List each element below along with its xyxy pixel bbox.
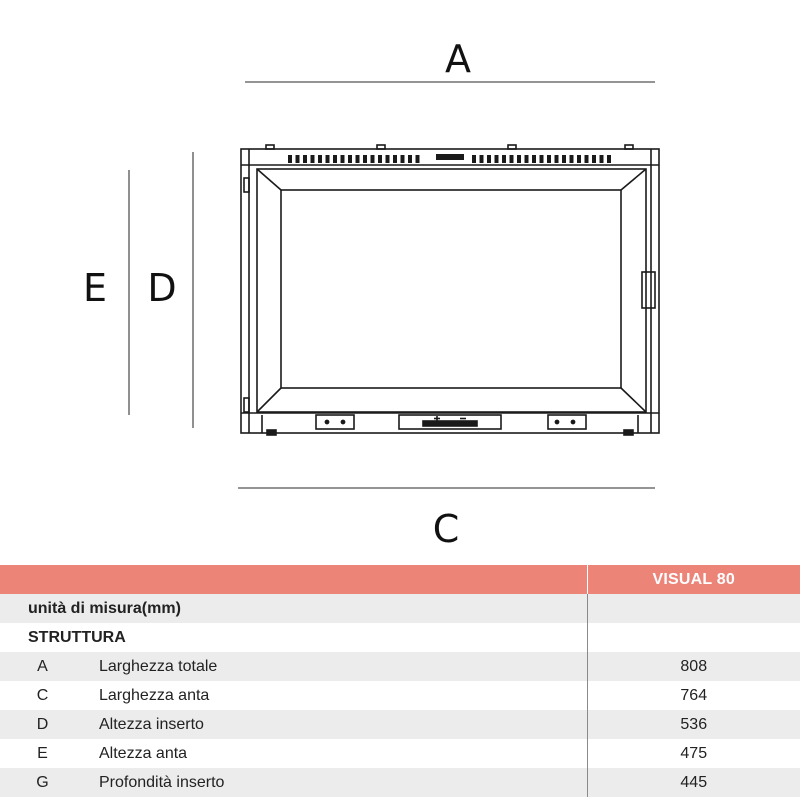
grille-slot xyxy=(502,155,506,163)
dimension-code: G xyxy=(0,768,85,797)
grille-slot xyxy=(585,155,589,163)
dimension-value: 764 xyxy=(587,681,800,710)
dimension-value: 536 xyxy=(587,710,800,739)
grille-slot xyxy=(547,155,551,163)
hinge xyxy=(642,272,655,308)
model-name: VISUAL 80 xyxy=(587,565,800,594)
dimension-label: Altezza anta xyxy=(85,739,587,768)
grille-slot xyxy=(607,155,611,163)
grille-slot xyxy=(416,155,420,163)
table-header-row xyxy=(0,565,800,594)
dimension-code: D xyxy=(0,710,85,739)
dimension-value: 808 xyxy=(587,652,800,681)
grille-slot xyxy=(386,155,390,163)
grille-slot xyxy=(326,155,330,163)
door-frame xyxy=(257,169,646,412)
dimension-code: E xyxy=(0,739,85,768)
dimension-label: Altezza inserto xyxy=(85,710,587,739)
grille-slot xyxy=(577,155,581,163)
grille-slot xyxy=(341,155,345,163)
grille-slot xyxy=(296,155,300,163)
dimension-label-d: D xyxy=(147,266,177,310)
grille-slot xyxy=(288,155,292,163)
grille-slot xyxy=(570,155,574,163)
grille-slot xyxy=(333,155,337,163)
grille-slot xyxy=(378,155,382,163)
grille-slot xyxy=(472,155,476,163)
table-row xyxy=(0,710,800,739)
dimension-label-e: E xyxy=(82,266,108,310)
fireplace-front-view xyxy=(241,145,659,435)
table-row xyxy=(0,768,800,797)
grille-slot xyxy=(480,155,484,163)
table-row xyxy=(0,652,800,681)
grille-slot xyxy=(401,155,405,163)
grille-slot xyxy=(487,155,491,163)
dimension-value: 475 xyxy=(587,739,800,768)
dimension-label-c: C xyxy=(432,507,460,551)
grille-slot xyxy=(525,155,529,163)
grille-slot xyxy=(408,155,412,163)
dimension-value: 445 xyxy=(587,768,800,797)
grille-slot xyxy=(517,155,521,163)
grille-slot xyxy=(363,155,367,163)
grille-slot xyxy=(318,155,322,163)
units-row xyxy=(0,594,800,623)
units-label: unità di misura(mm) xyxy=(0,594,587,623)
section-title: STRUTTURA xyxy=(0,623,587,652)
grille-slot xyxy=(303,155,307,163)
dimension-label-a: A xyxy=(445,37,471,81)
grille-slot xyxy=(348,155,352,163)
grille-slot xyxy=(555,155,559,163)
section-row xyxy=(0,623,800,652)
dimension-label: Larghezza totale xyxy=(85,652,587,681)
dimension-label: Larghezza anta xyxy=(85,681,587,710)
dimension-label: Profondità inserto xyxy=(85,768,587,797)
grille-center-bar xyxy=(436,154,464,160)
table-row xyxy=(0,739,800,768)
outer-frame xyxy=(241,149,659,433)
dimension-code: C xyxy=(0,681,85,710)
grille-slot xyxy=(600,155,604,163)
grille-slot xyxy=(592,155,596,163)
dimension-code: A xyxy=(0,652,85,681)
table-row xyxy=(0,681,800,710)
glass-panel xyxy=(281,190,621,388)
grille-slot xyxy=(532,155,536,163)
grille-slot xyxy=(356,155,360,163)
grille-slot xyxy=(562,155,566,163)
grille-slot xyxy=(495,155,499,163)
grille-slot xyxy=(371,155,375,163)
grille-slot xyxy=(393,155,397,163)
spec-table xyxy=(0,565,800,797)
air-control-slider xyxy=(423,421,477,426)
grille-slot xyxy=(510,155,514,163)
grille-slot xyxy=(540,155,544,163)
grille-slot xyxy=(311,155,315,163)
